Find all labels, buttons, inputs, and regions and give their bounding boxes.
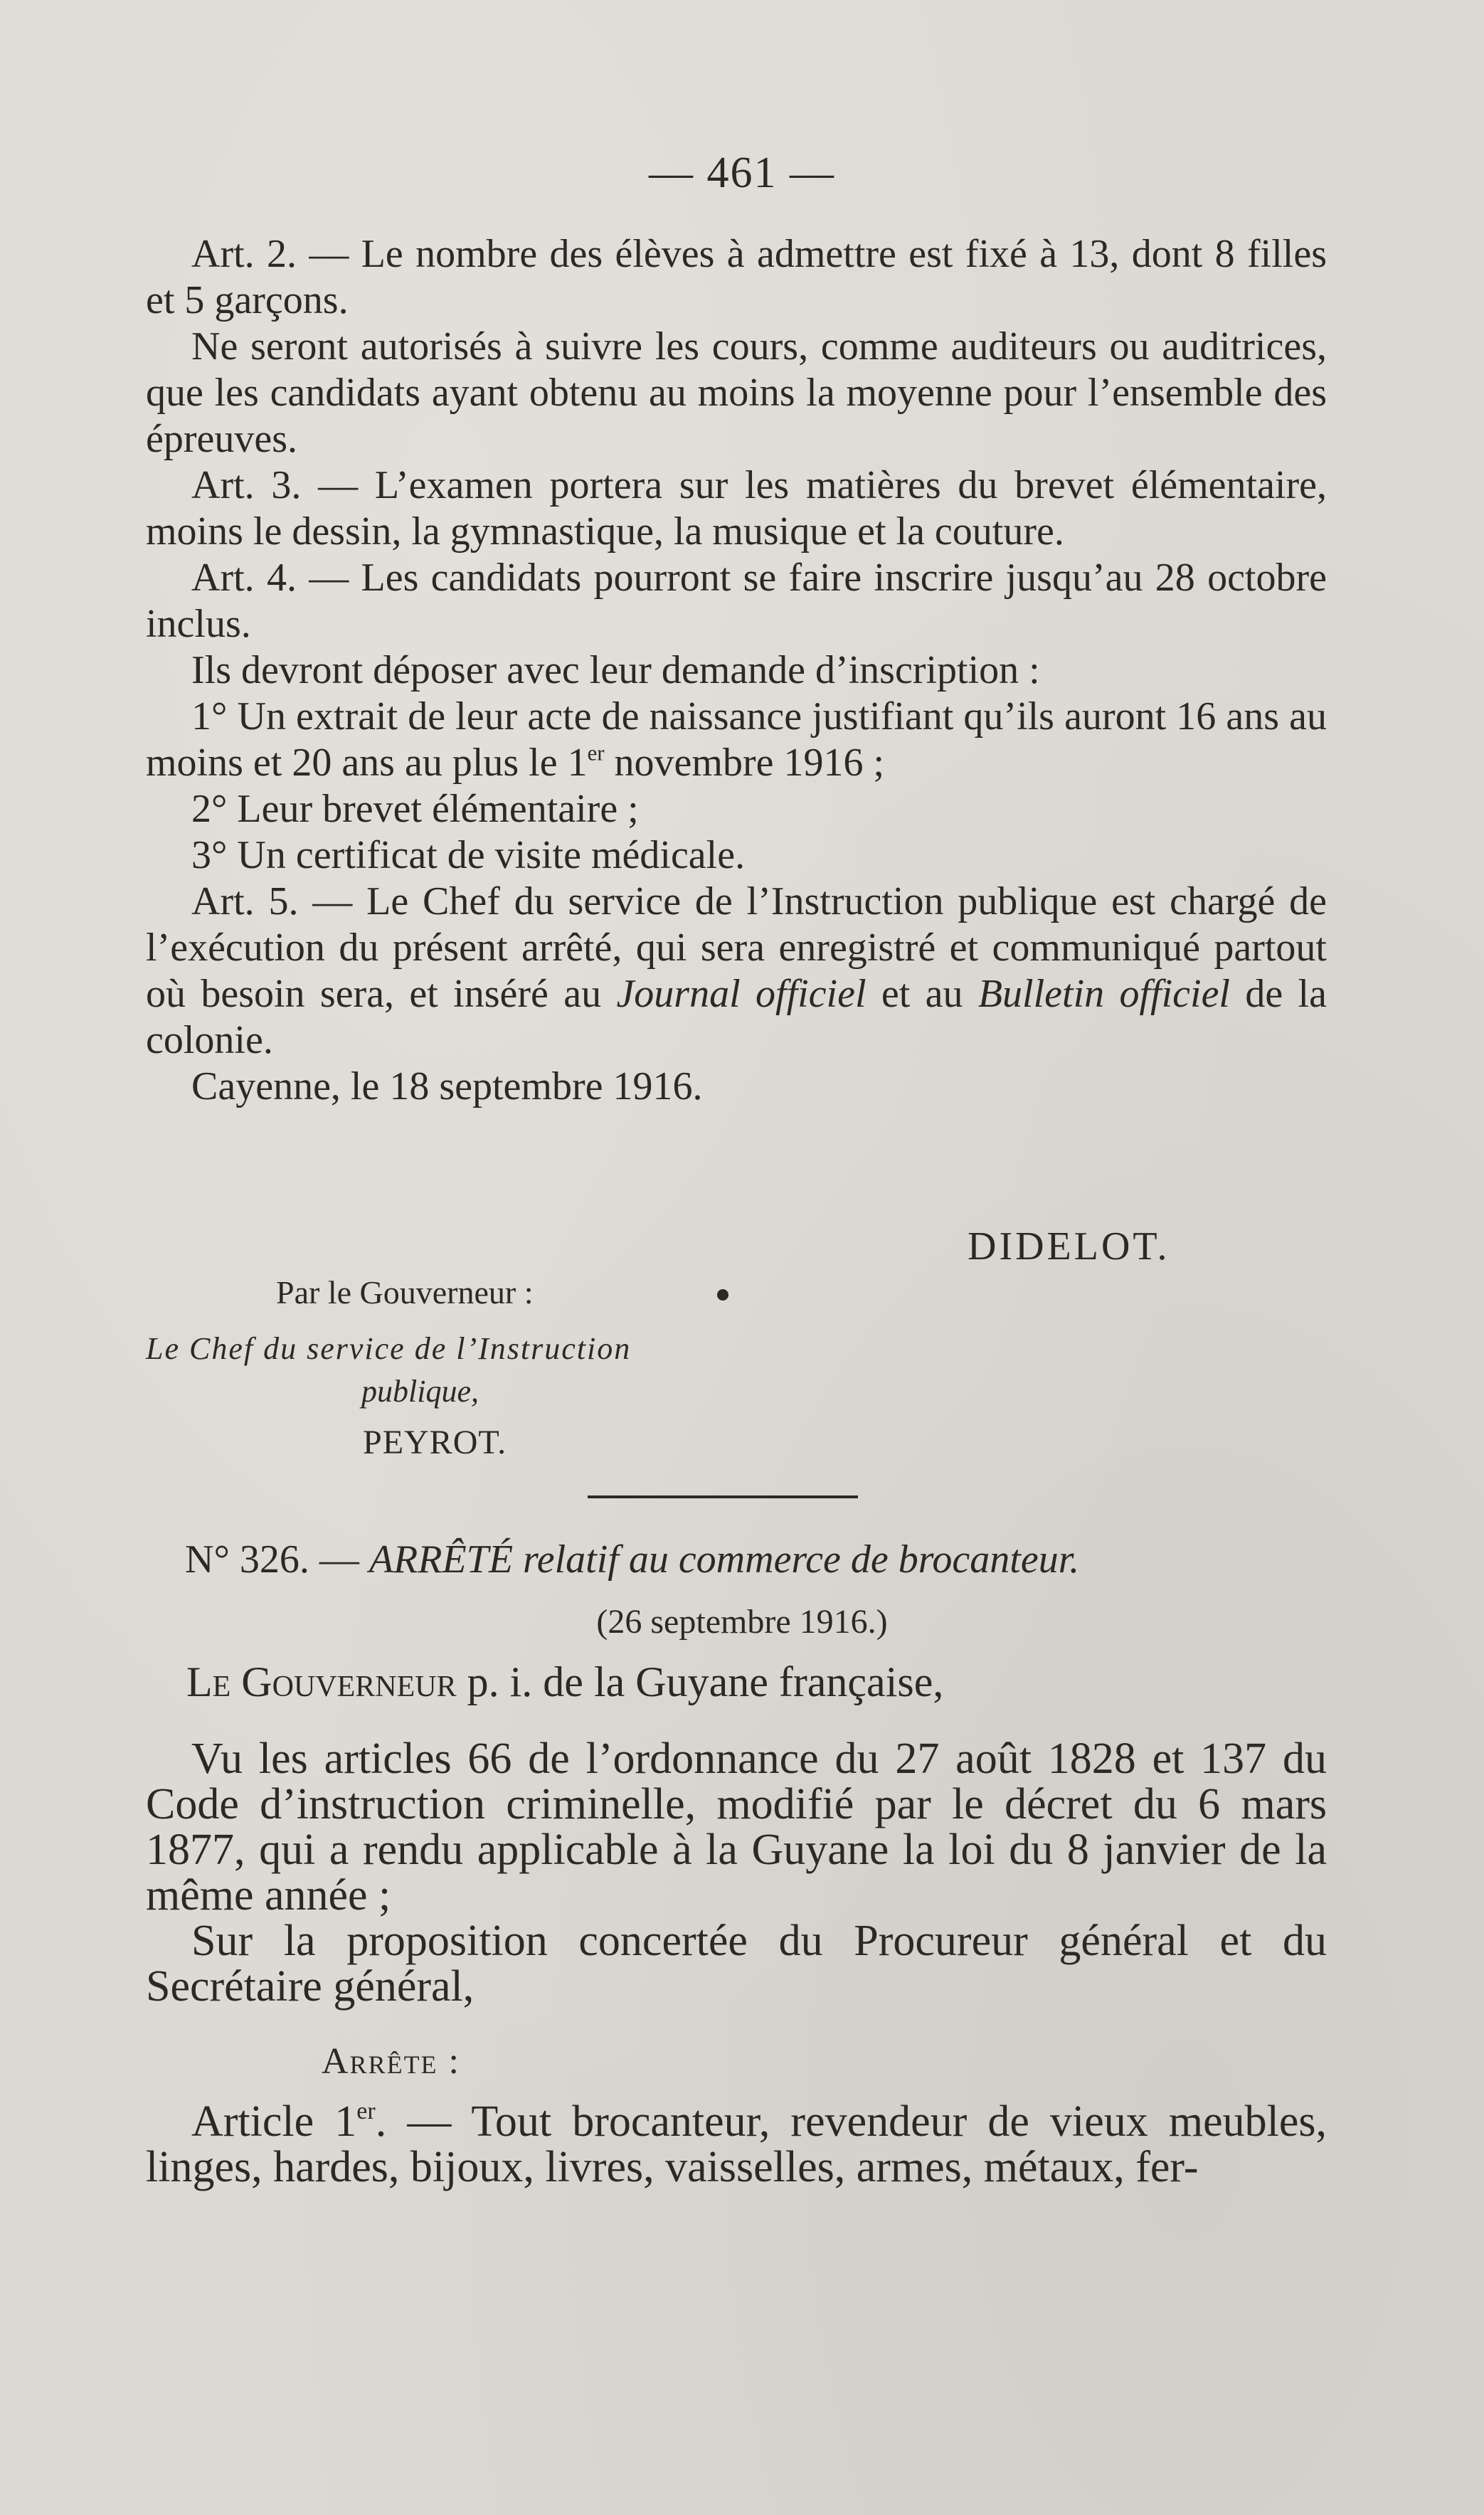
page-number: — 461 — — [649, 149, 835, 197]
par-le-gouverneur: Par le Gouverneur : — [276, 1274, 534, 1311]
list-item-3: 3° Un certificat de visite médicale. — [191, 833, 746, 877]
arrete-date: (26 septembre 1916.) — [596, 1603, 888, 1641]
sur-paragraph: Sur la proposition concertée du Procureur général et du Secrétaire général, — [146, 1917, 1327, 2011]
list-item-2: 2° Leur brevet élémentaire ; — [191, 787, 639, 831]
chef-service-line-2: publique, — [361, 1374, 479, 1409]
vu-paragraph: Vu les articles 66 de l’ordonnance du 27 août 1828 et 137 du Code d’instruction criminelle, modifié par le décret du 6 mars 1877, qui a rendu applicable à la Guyane la loi du 8 janvier de la même année ; — [146, 1735, 1327, 1920]
article-5-paragraph: Art. 5. — Le Chef du service de l’Instruction publique est chargé de l’exécution du présent arrêté, qui sera enregistré et communiqué partout où besoin sera, et inséré au Journal officiel et au Bulletin officiel de la colonie. — [146, 879, 1327, 1062]
arrete-heading: N° 326. — ARRÊTÉ relatif au commerce de brocanteur. — [185, 1537, 1080, 1582]
auditors-paragraph: Ne seront autorisés à suivre les cours, comme auditeurs ou auditrices, que les candidats ayant obtenu au moins la moyenne pour l’ensemble des épreuves. — [146, 324, 1327, 461]
article-4-paragraph: Art. 4. — Les candidats pourront se faire inscrire jusqu’au 28 octobre inclus. — [146, 556, 1327, 646]
arrete-label: Arrête : — [322, 2041, 460, 2082]
chef-signature: PEYROT. — [363, 1424, 507, 1461]
section-divider — [588, 1495, 858, 1498]
list-item-1: 1° Un extrait de leur acte de naissance justifiant qu’ils auront 16 ans au moins et 20 ans au plus le 1er novembre 1916 ; — [146, 694, 1327, 785]
ink-dot — [717, 1289, 728, 1301]
chef-service-line: Le Chef du service de l’Instruction — [146, 1331, 632, 1366]
decree-articles — [146, 231, 1327, 1110]
gouverneur-line: Le Gouverneur p. i. de la Guyane française, — [186, 1658, 944, 1705]
article-3-paragraph: Art. 3. — L’examen portera sur les matières du brevet élémentaire, moins le dessin, la gymnastique, la musique et la couture. — [146, 463, 1327, 554]
arrete-preamble — [146, 1736, 1327, 2009]
place-date: Cayenne, le 18 septembre 1916. — [191, 1064, 703, 1108]
article-1-paragraph: Article 1er. — Tout brocanteur, revendeur de vieux meubles, linges, hardes, bijoux, livres, vaisselles, armes, métaux, fer- — [146, 2097, 1327, 2191]
deposit-instruction: Ils devront déposer avec leur demande d’inscription : — [191, 648, 1040, 692]
article-2-paragraph: Art. 2. — Le nombre des élèves à admettre est fixé à 13, dont 8 filles et 5 garçons. — [146, 232, 1327, 322]
governor-signature: DIDELOT. — [968, 1224, 1170, 1269]
arrete-articles — [146, 2099, 1327, 2190]
